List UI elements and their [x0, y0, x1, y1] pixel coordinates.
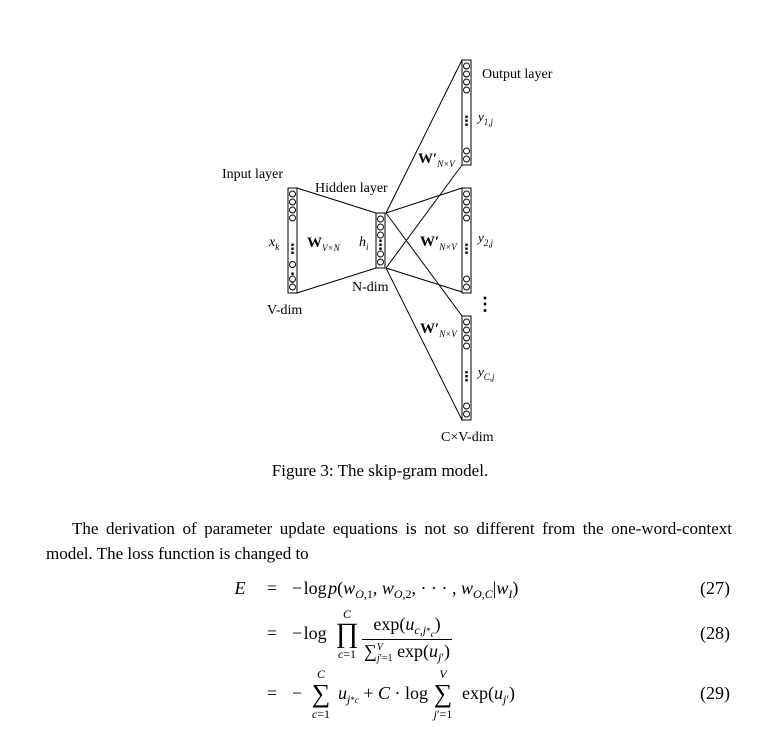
ellipsis-dot: [379, 248, 381, 250]
equation-lhs: E: [234, 578, 246, 598]
neuron-node: [464, 335, 470, 341]
ellipsis-dot: [291, 248, 293, 250]
neuron-node: [290, 276, 296, 282]
ellipsis-dot: [465, 252, 467, 254]
neuron-node: [290, 284, 296, 290]
ellipsis-dot: [291, 252, 293, 254]
ellipsis-dot: [291, 273, 293, 275]
sum-operator: V ∑ j′=1: [433, 667, 453, 721]
neuron-node: [464, 156, 470, 162]
hidden-var-label: $h_i$: [359, 235, 369, 252]
equation-equals: =: [266, 683, 278, 703]
neuron-node: [464, 148, 470, 154]
equation-equals: =: [266, 578, 278, 598]
ellipsis-dot: [465, 371, 467, 373]
hidden-layer-box: [376, 213, 385, 268]
output-weight-label-3: $W'_{N\times V}$: [420, 321, 457, 339]
neuron-node: [464, 71, 470, 77]
output-layer-label: Output layer: [482, 67, 553, 82]
input-var-label: $x_k$: [269, 235, 280, 252]
ellipsis-dot: [291, 244, 293, 246]
neuron-node: [378, 224, 384, 230]
equation-number: (28): [700, 623, 730, 643]
equation-rhs: − log: [292, 623, 327, 643]
neuron-node: [464, 215, 470, 221]
neuron-node: [290, 199, 296, 205]
equation-number: (27): [700, 578, 730, 598]
neuron-node: [464, 276, 470, 282]
neuron-node: [464, 319, 470, 325]
hidden-layer-label: Hidden layer: [315, 181, 388, 196]
neuron-node: [464, 284, 470, 290]
output-var-label-1: $y_{1,j}$: [478, 109, 494, 127]
output-weight-label-1: $W'_{N\times V}$: [418, 151, 455, 169]
neuron-node: [378, 259, 384, 265]
output-var-label-3: $y_{C,j}$: [478, 364, 495, 382]
neuron-node: [378, 251, 384, 257]
ellipsis-dot: [379, 244, 381, 246]
neuron-node: [464, 199, 470, 205]
equation-rhs: −: [292, 683, 303, 703]
input-layer-label: Input layer: [222, 167, 284, 182]
ellipsis-dot: [465, 124, 467, 126]
neuron-node: [290, 207, 296, 213]
output-layer-box-2: [462, 188, 471, 293]
output-dim-label: C×V-dim: [441, 430, 494, 445]
neuron-node: [464, 343, 470, 349]
ellipsis-dot: [465, 120, 467, 122]
output-layer-box-3: [462, 316, 471, 420]
body-paragraph: The derivation of parameter update equations is not so different from the one-word-context model. The loss function is changed to: [46, 519, 732, 563]
equation-equals: =: [266, 623, 278, 643]
neuron-node: [464, 191, 470, 197]
neuron-node: [290, 215, 296, 221]
equation-28: [0, 608, 760, 668]
neuron-node: [464, 411, 470, 417]
neuron-node: [464, 403, 470, 409]
ellipsis-dot: [465, 116, 467, 118]
neuron-node: [464, 327, 470, 333]
output-layer-box-1: [462, 60, 471, 165]
output-var-label-2: $y_{2,j}$: [478, 230, 494, 248]
neuron-node: [464, 79, 470, 85]
neuron-node: [464, 87, 470, 93]
neuron-node: [290, 262, 296, 268]
equation-number: (29): [700, 683, 730, 703]
output-weight-label-2: $W'_{N\times V}$: [420, 234, 457, 252]
neuron-node: [290, 191, 296, 197]
ellipsis-dot: [465, 248, 467, 250]
neuron-node: [464, 63, 470, 69]
ellipsis-dot: [379, 240, 381, 242]
hidden-dim-label: N-dim: [352, 280, 389, 295]
sum-operator: C ∑ c=1: [311, 667, 331, 721]
ellipsis-dot: [465, 379, 467, 381]
neuron-node: [378, 216, 384, 222]
neuron-node: [464, 207, 470, 213]
ellipsis-dot: [465, 244, 467, 246]
product-operator: C ∏ c=1: [335, 607, 359, 661]
input-weight-label: $W_{V\times N}$: [307, 235, 340, 253]
equation-29: = − C ∑ c=1 $u_{j*c} + C \cdot \log$ V ∑ j′=1 $\exp(u_{j'})$ (29): [0, 668, 760, 728]
equation-rhs: − log $p(w_{O,1}$, $w_{O,2}$, · · · , $w_{O,C}|w_I$): [292, 578, 519, 601]
ellipsis-dot: [465, 375, 467, 377]
figure-caption: Figure 3: The skip-gram model.: [271, 461, 489, 480]
output-ellipsis: ⋮: [476, 294, 494, 314]
fraction: $\frac{\exp(u_{c,j*_c})}{\sum^V_{j'=1} \exp(u_{j'})}$: [364, 614, 451, 664]
neuron-node: [378, 232, 384, 238]
input-dim-label: V-dim: [267, 303, 303, 318]
input-layer-box: [288, 188, 297, 293]
